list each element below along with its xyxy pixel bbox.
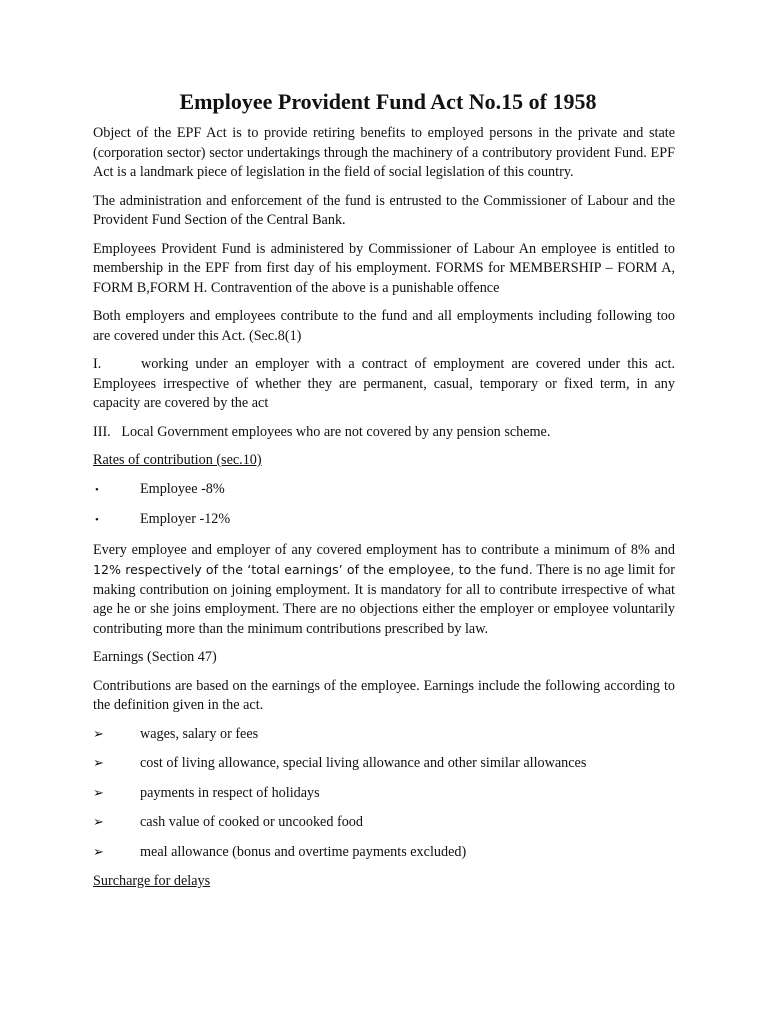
every-employee-text-3: There is no age limit for making contribution on joining employment. It is mandatory for all to contribute irrespective of what age he or she joins employment. There are no objections either the employer or employee voluntarily contributing more than the minimum contributions prescribed by law. [93,562,675,637]
rates-list-item [93,510,675,531]
earnings-item-text: cost of living allowance, special living allowance and other similar allowances [140,755,587,771]
membership-paragraph: Employees Provident Fund is administered by Commissioner of Labour An employee is entitled to membership in the EPF from first day of his employment. FORMS for MEMBERSHIP – FORM A, FORM B,FORM H. Contravention of the above is a punishable offence [93,240,675,296]
earnings-item-text: payments in respect of holidays [140,784,320,801]
bullet-icon: • [95,514,99,526]
item-iii-number: III. [93,423,111,440]
arrow-bullet-icon: ➢ [93,756,104,771]
item-i-paragraph [93,355,675,414]
earnings-item-text: cash value of cooked or uncooked food [140,814,363,830]
item-iii-text: Local Government employees who are not covered by any pension scheme. [121,423,551,440]
item-iii-paragraph [93,423,675,443]
arrow-bullet-icon: ➢ [93,726,104,742]
administration-paragraph: The administration and enforcement of the fund is entrusted to the Commissioner of Labour and the Provident Fund Section of the Central Bank. [93,192,675,228]
arrow-bullet-icon: ➢ [93,815,104,830]
rates-item-text: Employer -12% [140,511,231,527]
every-employee-paragraph [93,541,675,640]
every-employee-text-2: 12% respectively of the ‘total earnings’ of the employee, to the fund. [93,562,533,577]
earnings-list-item [93,784,675,804]
earnings-heading: Earnings (Section 47) [93,649,217,665]
earnings-list-item [93,754,675,774]
both-contribute-paragraph: Both employers and employees contribute to the fund and all employments including following too are covered under this Act. (Sec.8(1) [93,308,675,344]
object-paragraph: Object of the EPF Act is to provide retiring benefits to employed persons in the private and state (corporation sector) sector undertakings through the machinery of a contributory provident Fund. EPF Act is a landmark piece of legislation in the field of social legislation of this country. [93,125,675,180]
surcharge-heading: Surcharge for delays [93,873,211,889]
item-i-text: working under an employer with a contract of employment are covered under this act. Employees irrespective of whether they are permanent, casual, temporary or fixed term, in any capacity are covered by the act [93,356,675,411]
earnings-intro: Contributions are based on the earnings of the employee. Earnings include the following according to the definition given in the act. [93,677,675,713]
arrow-bullet-icon: ➢ [93,844,104,860]
rates-heading: Rates of contribution (sec.10) [93,452,262,468]
earnings-list-item [93,843,675,863]
item-i-number: I. [93,356,102,372]
bullet-icon: • [95,483,99,496]
earnings-item-text: meal allowance (bonus and overtime payments excluded) [140,843,467,860]
document-title: Employee Provident Fund Act No.15 of 1958 [179,89,597,114]
every-employee-text-1: Every employee and employer of any covered employment has to contribute a minimum of 8% and [93,541,675,558]
earnings-list-item [93,813,675,833]
arrow-bullet-icon: ➢ [93,785,104,801]
earnings-item-text: wages, salary or fees [140,725,259,742]
rates-item-text: Employee -8% [140,480,225,497]
rates-list-item [93,480,675,501]
earnings-list-item [93,725,675,745]
document-page [93,88,675,901]
